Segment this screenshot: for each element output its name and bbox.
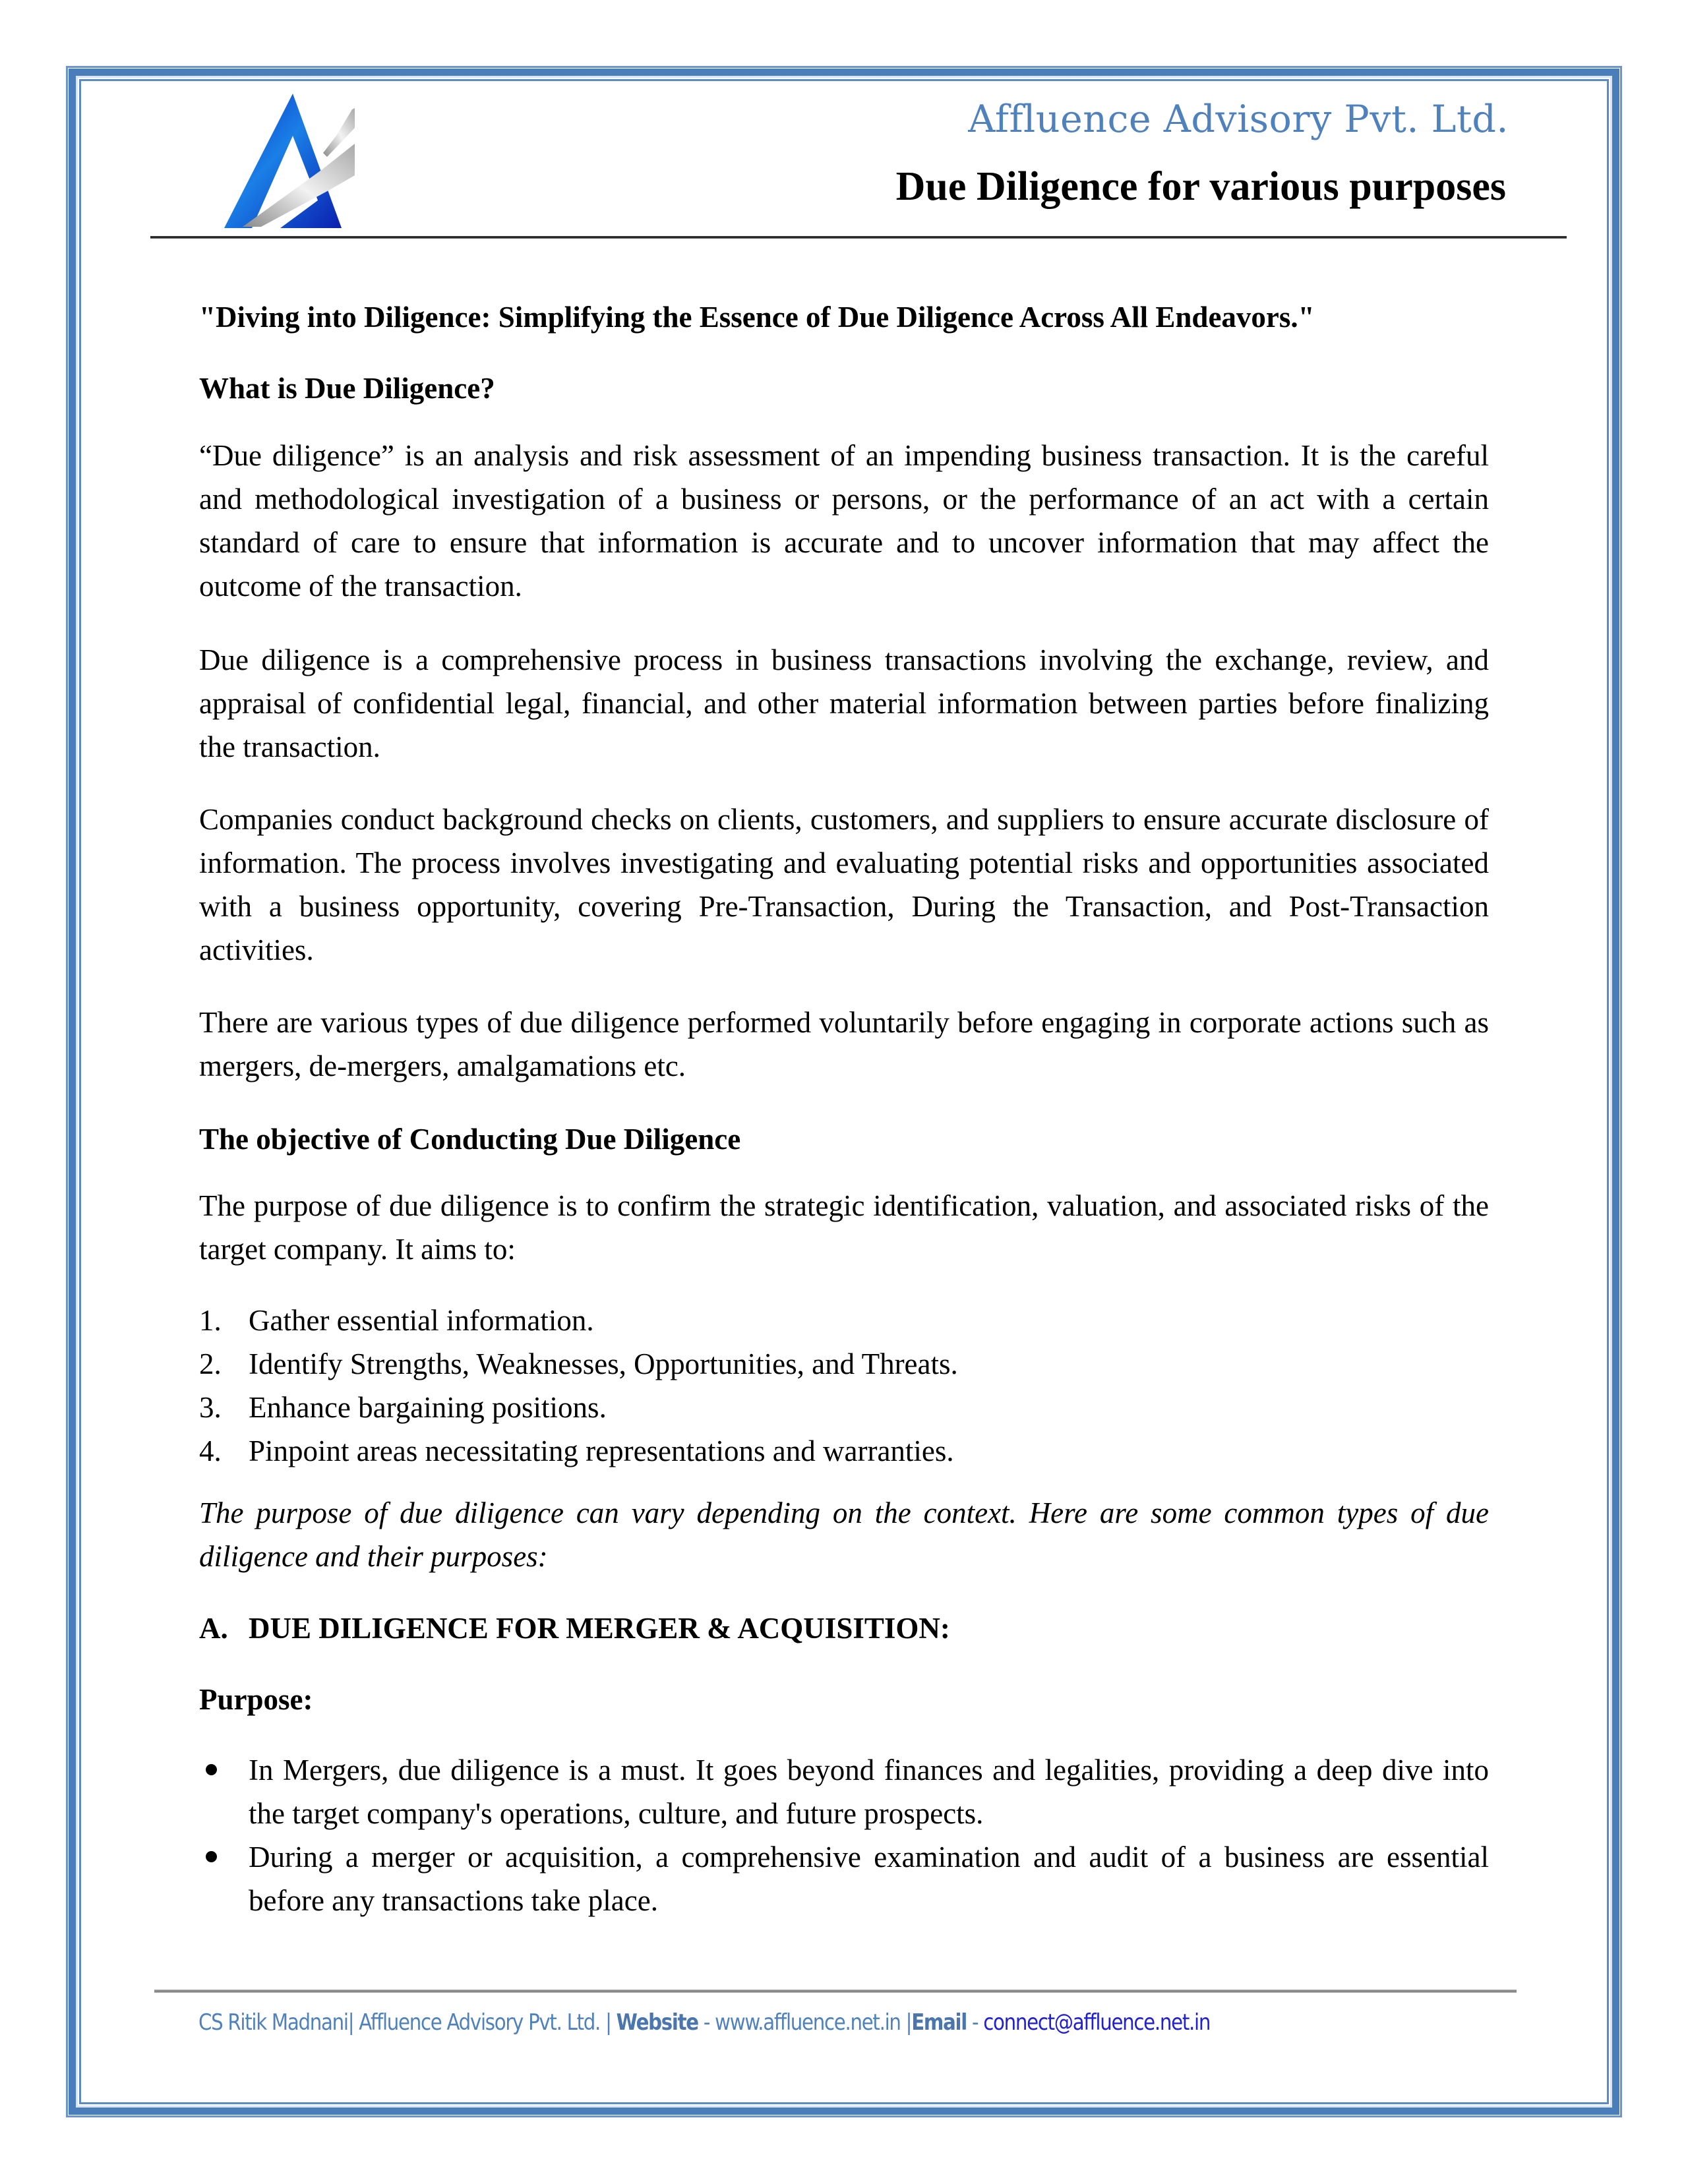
paragraph-types: There are various types of due diligence performed voluntarily before engaging in corporate actions such as mergers, de-mergers, amalgamations etc. <box>199 1006 1489 1082</box>
paragraph-types-intro: The purpose of due diligence can vary depending on the context. Here are some common types of due diligence and their purposes: <box>199 1496 1489 1573</box>
footer <box>198 2008 1210 2037</box>
header-divider <box>150 236 1567 239</box>
section-heading-what-is: What is Due Diligence? <box>199 372 495 405</box>
list-item <box>199 1299 1489 1342</box>
objectives-list <box>199 1299 1489 1473</box>
list-number: 1. <box>199 1304 222 1337</box>
footer-divider <box>154 1990 1517 1993</box>
footer-email-label: Email <box>911 2009 967 2036</box>
tagline: "Diving into Diligence: Simplifying the Essence of Due Diligence Across All Endeavors." <box>199 301 1315 334</box>
purpose-label: Purpose: <box>199 1683 313 1716</box>
purpose-bullet-list <box>199 1748 1489 1922</box>
document-title: Due Diligence for various purposes <box>895 164 1506 209</box>
section-heading-text: DUE DILIGENCE FOR MERGER & ACQUISITION: <box>249 1612 950 1645</box>
footer-website-link[interactable]: www.affluence.net.in <box>715 2009 901 2036</box>
footer-separator: | <box>600 2009 617 2036</box>
list-number: 2. <box>199 1347 222 1380</box>
company-name: Affluence Advisory Pvt. Ltd. <box>968 98 1509 141</box>
list-item <box>199 1386 1489 1429</box>
footer-website-label: Website <box>616 2009 698 2036</box>
bullet-icon <box>206 1851 217 1862</box>
list-item <box>199 1835 1489 1922</box>
footer-company: Affluence Advisory Pvt. Ltd. <box>359 2009 601 2036</box>
affluence-logo-icon <box>198 84 363 236</box>
section-letter: A. <box>199 1612 228 1645</box>
list-item-text: In Mergers, due diligence is a must. It goes beyond finances and legalities, providing a deep dive into the target company's operations, culture, and future prospects. <box>249 1754 1489 1830</box>
paragraph-background-checks: Companies conduct background checks on clients, customers, and suppliers to ensure accurate disclosure of information. The process involves investigating and evaluating potential risks and opportunities associated with a business opportunity, covering Pre-Transaction, During the Transaction, and Post-Transaction activities. <box>199 803 1489 966</box>
bullet-icon <box>206 1764 217 1775</box>
section-heading-objective: The objective of Conducting Due Diligence <box>199 1123 741 1156</box>
footer-dash: - <box>698 2009 715 2036</box>
footer-separator: | <box>900 2009 912 2036</box>
list-number: 3. <box>199 1391 222 1424</box>
list-item <box>199 1748 1489 1835</box>
list-item <box>199 1342 1489 1386</box>
footer-email-link[interactable]: connect@affluence.net.in <box>983 2009 1211 2036</box>
list-number: 4. <box>199 1434 222 1467</box>
paragraph-process: Due diligence is a comprehensive process in business transactions involving the exchange, review, and appraisal of confidential legal, financial, and other material information between parties before finalizing the transaction. <box>199 643 1489 763</box>
list-item-text: Pinpoint areas necessitating representations and warranties. <box>249 1434 954 1467</box>
list-item-text: During a merger or acquisition, a comprehensive examination and audit of a business are essential before any transactions take place. <box>249 1841 1489 1917</box>
list-item-text: Gather essential information. <box>249 1304 594 1337</box>
footer-author: CS Ritik Madnani <box>198 2009 348 2036</box>
list-item-text: Identify Strengths, Weaknesses, Opportunities, and Threats. <box>249 1347 958 1380</box>
section-heading-merger-acquisition <box>199 1607 1489 1650</box>
footer-dash: - <box>966 2009 984 2036</box>
paragraph-definition: “Due diligence” is an analysis and risk assessment of an impending business transaction. It is the careful and methodological investigation of a business or persons, or the performance of an act with a certain standard of care to ensure that information is accurate and to uncover information that may affect the outcome of the transaction. <box>199 439 1489 603</box>
list-item-text: Enhance bargaining positions. <box>249 1391 607 1424</box>
list-item <box>199 1429 1489 1473</box>
footer-separator: | <box>347 2009 359 2036</box>
paragraph-objective-intro: The purpose of due diligence is to confirm the strategic identification, valuation, and associated risks of the target company. It aims to: <box>199 1189 1489 1266</box>
